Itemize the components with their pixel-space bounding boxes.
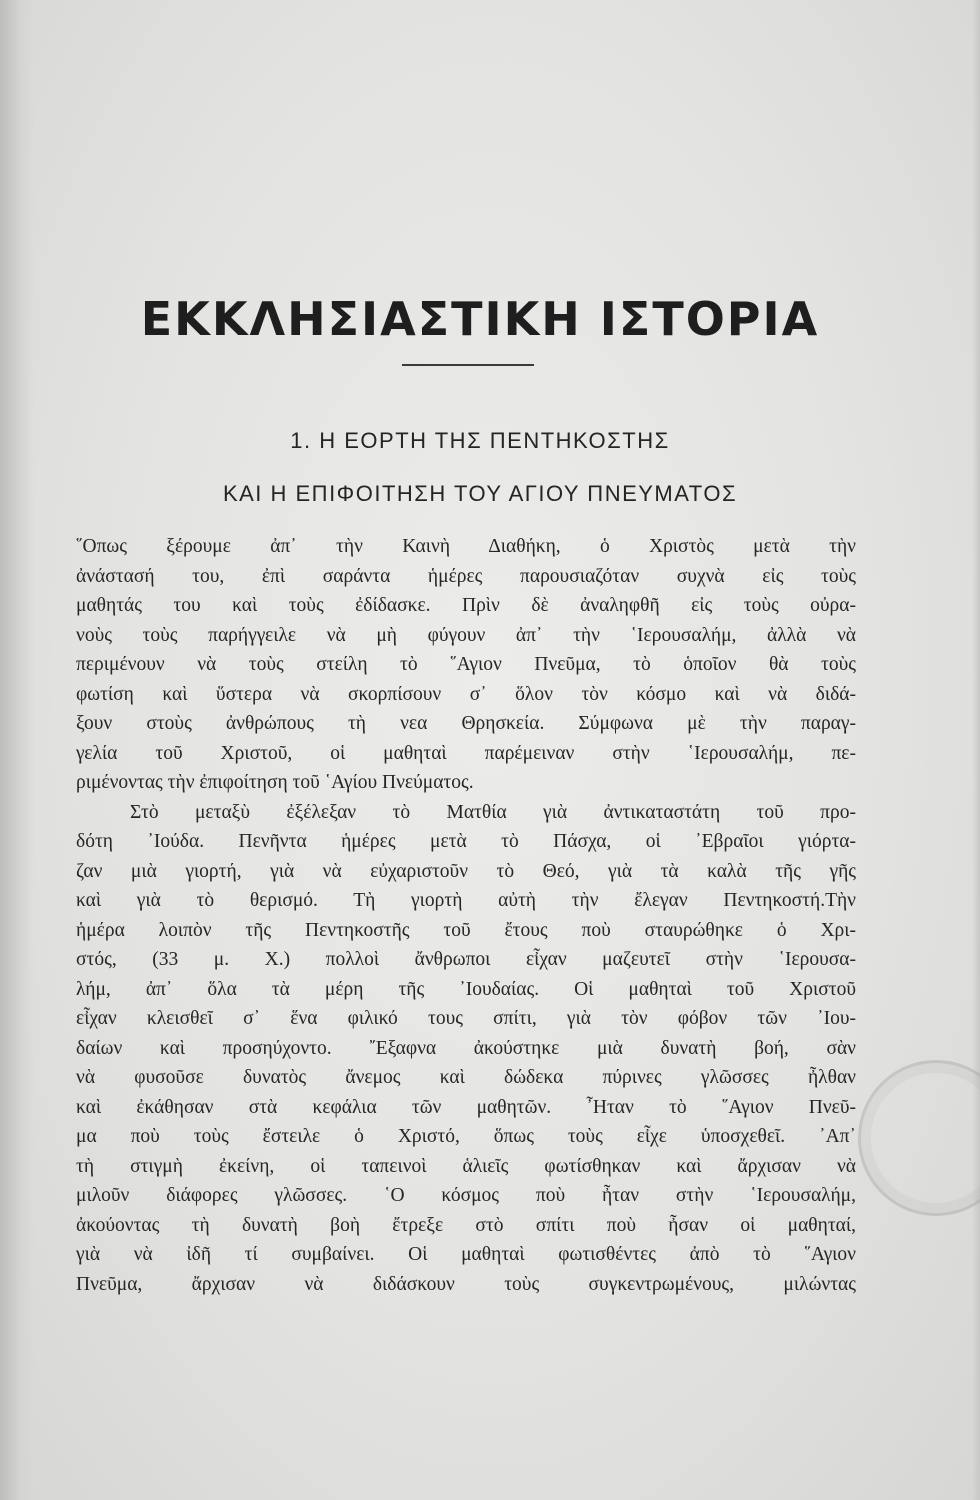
text-line: γελία τοῦ Χριστοῦ, οἱ μαθηταὶ παρέμειναν στὴν ῾Ιερουσαλήμ, πε-: [76, 742, 856, 764]
text-line: ἀκούοντας τὴ δυνατὴ βοὴ ἔτρεξε στὸ σπίτι ποὺ ἦσαν οἱ μαθηταί,: [76, 1214, 856, 1236]
text-line: δαίων καὶ προσηύχοντο. ῎Εξαφνα ἀκούστηκε μιὰ δυνατὴ βοή, σὰν: [76, 1037, 856, 1059]
text-line: ξουν στοὺς ἀνθρώπους τὴ νεα Θρησκεία. Σύμφωνα μὲ τὴν παραγ-: [76, 713, 856, 734]
text-line: νὰ φυσοῦσε δυνατὸς ἄνεμος καὶ δώδεκα πύρινες γλῶσσες ἦλθαν: [76, 1067, 856, 1088]
text-line: καὶ γιὰ τὸ θερισμό. Τὴ γιορτὴ αὐτὴ τὴν ἔλεγαν Πεντηκοστή.Τὴν: [76, 890, 856, 911]
text-line: φωτίση καὶ ὕστερα νὰ σκορπίσουν σ᾽ ὅλον τὸν κόσμο καὶ νὰ διδά-: [76, 683, 856, 705]
text-line: μα ποὺ τοὺς ἔστειλε ὁ Χριστό, ὅπως τοὺς εἶχε ὑποσχεθεῖ. ᾽Απ᾽: [76, 1126, 856, 1147]
text-line: Στὸ μεταξὺ ἐξέλεξαν τὸ Ματθία γιὰ ἀντικαταστάτη τοῦ προ-: [130, 801, 856, 823]
text-line: γιὰ νὰ ἰδῆ τί συμβαίνει. Οἱ μαθηταὶ φωτισθέντες ἀπὸ τὸ ῞Αγιον: [76, 1244, 856, 1265]
text-line: τὴ στιγμὴ ἐκείνη, οἱ ταπεινοὶ ἁλιεῖς φωτίσθηκαν καὶ ἄρχισαν νὰ: [76, 1155, 856, 1177]
page-gutter-shadow: [0, 0, 34, 1500]
page-right-edge: [972, 0, 980, 1500]
text-line: καὶ ἐκάθησαν στὰ κεφάλια τῶν μαθητῶν. ῏Ηταν τὸ ῞Αγιον Πνεῦ-: [76, 1096, 856, 1118]
text-line: περιμένουν νὰ τοὺς στείλη τὸ ῞Αγιον Πνεῦμα, τὸ ὁποῖον θὰ τοὺς: [76, 654, 856, 675]
text-line: νοὺς τοὺς παρήγγειλε νὰ μὴ φύγουν ἀπ᾽ τὴν ῾Ιερουσαλήμ, ἀλλὰ νὰ: [76, 624, 856, 646]
section-heading-line-2: ΚΑΙ Η ΕΠΙΦΟΙΤΗΣΗ ΤΟΥ ΑΓΙΟΥ ΠΝΕΥΜΑΤΟΣ: [222, 481, 738, 506]
text-line: μαθητάς του καὶ τοὺς ἐδίδασκε. Πρὶν δὲ ἀναληφθῆ εἰς τοὺς οὐρα-: [76, 595, 856, 616]
page-title: ΕΚΚΛΗΣΙΑΣΤΙΚΗ ΙΣΤΟΡΙΑ: [140, 292, 820, 346]
text-line: ἡμέρα λοιπὸν τῆς Πεντηκοστῆς τοῦ ἔτους ποὺ σταυρώθηκε ὁ Χρι-: [76, 919, 856, 941]
library-stamp: [858, 1060, 980, 1216]
text-line: στός, (33 μ. Χ.) πολλοὶ ἄνθρωποι εἶχαν μαζευτεῖ στὴν ῾Ιερουσα-: [76, 949, 856, 970]
text-line: ἀνάστασή του, ἐπὶ σαράντα ἡμέρες παρουσιαζόταν συχνὰ εἰς τοὺς: [76, 565, 856, 587]
text-line: ζαν μιὰ γιορτή, γιὰ νὰ εὐχαριστοῦν τὸ Θεό, γιὰ τὰ καλὰ τῆς γῆς: [76, 860, 856, 882]
text-line: λήμ, ἀπ᾽ ὅλα τὰ μέρη τῆς ᾽Ιουδαίας. Οἱ μαθηταὶ τοῦ Χριστοῦ: [76, 978, 856, 1000]
text-line: εἶχαν κλεισθεῖ σ᾽ ἕνα φιλικό τους σπίτι, γιὰ τὸν φόβον τῶν ᾽Ιου-: [76, 1008, 856, 1029]
text-line: Πνεῦμα, ἄρχισαν νὰ διδάσκουν τοὺς συγκεντρωμένους, μιλώντας: [76, 1273, 856, 1295]
section-heading-line-1: 1. Η ΕΟΡΤΗ ΤΗΣ ΠΕΝΤΗΚΟΣΤΗΣ: [290, 428, 670, 453]
text-line: δότη ᾽Ιούδα. Πενῆντα ἡμέρες μετὰ τὸ Πάσχα, οἱ ᾽Εβραῖοι γιόρτα-: [76, 831, 856, 852]
text-line: ῞Οπως ξέρουμε ἀπ᾽ τὴν Καινὴ Διαθήκη, ὁ Χριστὸς μετὰ τὴν: [76, 536, 856, 557]
title-divider: [402, 364, 534, 366]
text-line: μιλοῦν διάφορες γλῶσσες. ῾Ο κόσμος ποὺ ἦταν στὴν ῾Ιερουσαλήμ,: [76, 1185, 856, 1206]
text-line: ριμένοντας τὴν ἐπιφοίτηση τοῦ ῾Αγίου Πνεύματος.: [76, 772, 474, 793]
body-text: [76, 532, 856, 1299]
